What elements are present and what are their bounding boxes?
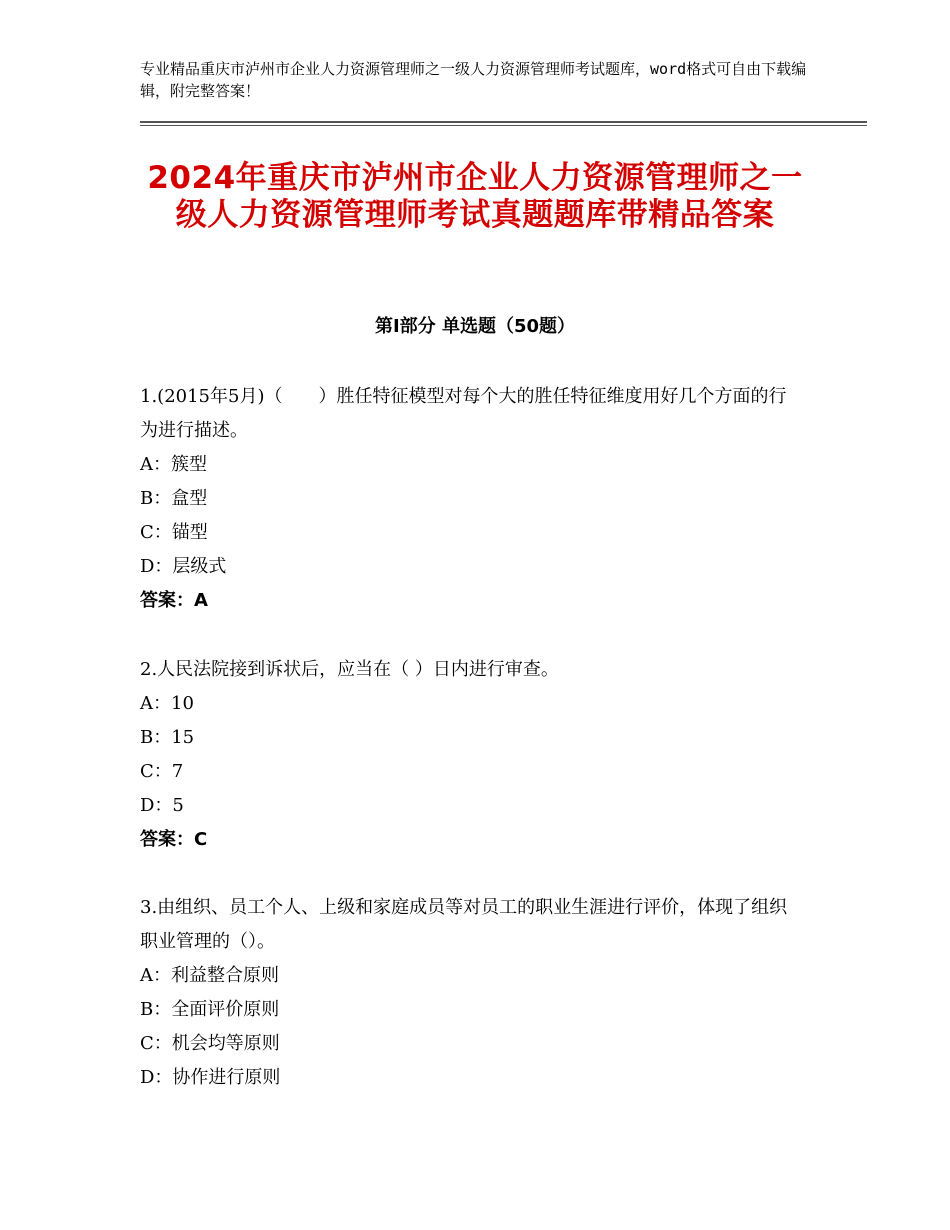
question-2 — [140, 653, 820, 857]
header-note: 专业精品重庆市泸州市企业人力资源管理师之一级人力资源管理师考试题库，word格式可自由下载编辑，附完整答案！ — [140, 60, 807, 100]
question-stem: 2.人民法院接到诉状后，应当在（ ）日内进行审查。 — [140, 659, 559, 680]
option-c: C：锚型 — [140, 522, 208, 543]
question-stem: 1.(2015年5月)（ ）胜任特征模型对每个大的胜任特征维度用好几个方面的行为进行描述。 — [140, 386, 787, 441]
option-c: C：7 — [140, 761, 184, 782]
header-divider-thin — [140, 125, 867, 126]
option-b: B：全面评价原则 — [140, 999, 280, 1020]
option-a: A：利益整合原则 — [140, 965, 279, 986]
option-b: B：15 — [140, 727, 195, 748]
option-d: D：层级式 — [140, 556, 227, 577]
option-c: C：机会均等原则 — [140, 1033, 280, 1054]
answer: 答案：C — [140, 829, 208, 850]
question-3 — [140, 891, 820, 1095]
question-1 — [140, 380, 820, 618]
document-title: 2024年重庆市泸州市企业人力资源管理师之一级人力资源管理师考试真题题库带精品答案 — [147, 160, 803, 233]
option-a: A：10 — [140, 693, 194, 714]
option-a: A：簇型 — [140, 454, 207, 475]
header-divider-thick — [140, 121, 867, 123]
section-title: 第Ⅰ部分 单选题（50题） — [374, 316, 575, 337]
option-d: D：协作进行原则 — [140, 1067, 281, 1088]
option-b: B：盒型 — [140, 488, 208, 509]
question-stem: 3.由组织、员工个人、上级和家庭成员等对员工的职业生涯进行评价，体现了组织职业管理的（）。 — [140, 897, 788, 952]
answer: 答案：A — [140, 590, 208, 611]
option-d: D：5 — [140, 795, 184, 816]
